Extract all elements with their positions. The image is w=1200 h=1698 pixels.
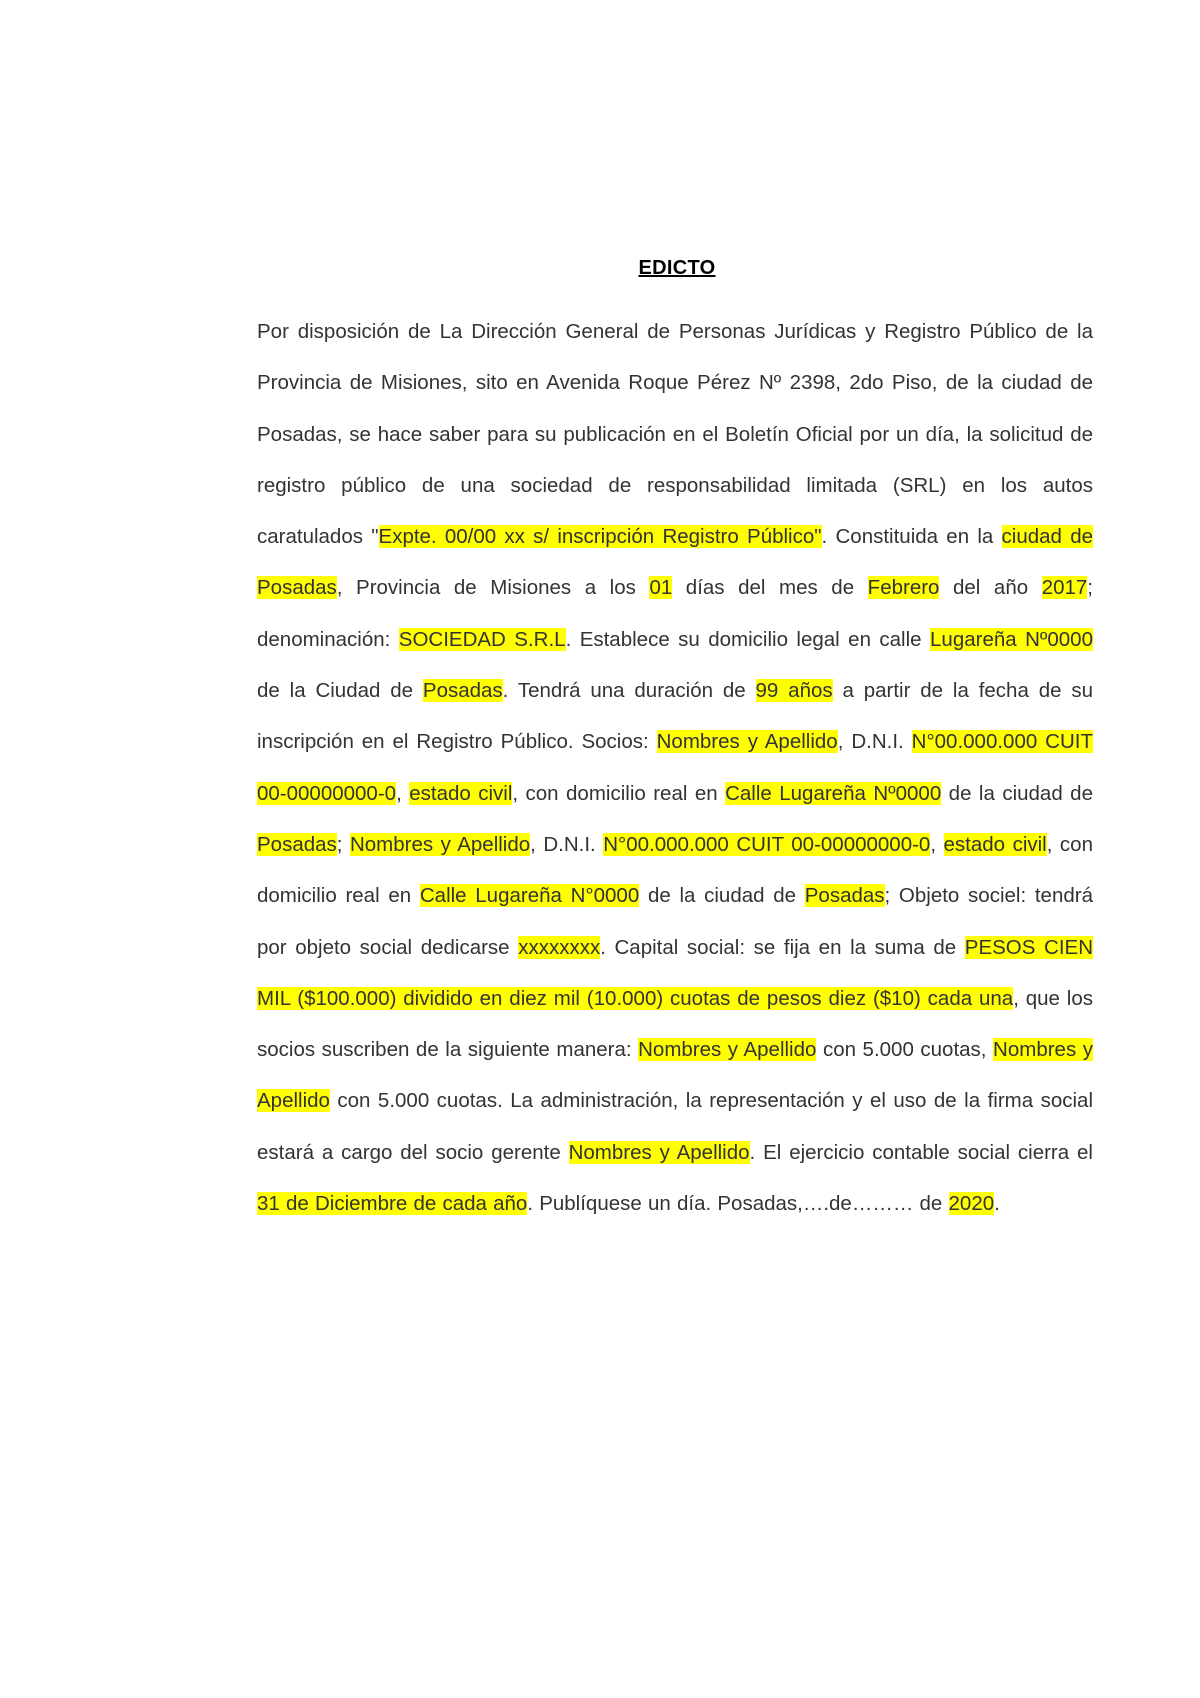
body-text-run: Por disposición de La Dirección General de Personas Jurídicas y Registro Público de la Provincia de Misiones, sito en Avenida Roque Pérez Nº 2398, 2do Piso, de la ciudad de Posadas, se hace saber para su publicación en el Boletín Oficial por un día, la solicitud de registro público de una sociedad de responsabilidad limitada (SRL) en los autos caratulados ": [257, 320, 1093, 549]
highlighted-field: 01: [649, 576, 673, 600]
body-text-run: ; denominación:: [257, 576, 1093, 651]
highlighted-field: 2020: [948, 1192, 995, 1216]
highlighted-field: Posadas: [257, 832, 337, 856]
body-text-run: de la Ciudad de: [257, 679, 423, 703]
body-text-run: . Publíquese un día. Posadas,….de……… de: [527, 1192, 949, 1216]
body-text-run: , D.N.I.: [837, 730, 912, 754]
highlighted-field: N°00.000.000 CUIT 00-00000000-0: [603, 832, 931, 856]
body-text-run: . Constituida en la: [821, 525, 1002, 549]
body-text-run: . Capital social: se fija en la suma de: [600, 935, 965, 959]
body-text-run: . Tendrá una duración de: [502, 679, 756, 703]
highlighted-field: estado civil: [409, 781, 513, 805]
body-text-run: con 5.000 cuotas,: [816, 1038, 994, 1062]
highlighted-field: 31 de Diciembre de cada año: [257, 1192, 528, 1216]
body-text-run: de la ciudad de: [941, 781, 1093, 805]
highlighted-field: Posadas: [422, 679, 503, 703]
highlighted-field: Nombres y Apellido: [656, 730, 838, 754]
highlighted-field: Calle Lugareña Nº0000: [725, 781, 942, 805]
body-text-run: , con domicilio real en: [512, 781, 726, 805]
body-text-run: , con domicilio real en: [257, 832, 1093, 908]
document-title: EDICTO: [638, 257, 716, 279]
highlighted-field: Nombres y Apellido: [638, 1038, 817, 1062]
highlighted-field: Nombres y Apellido: [349, 832, 531, 856]
highlighted-field: Expte. 00/00 xx s/ inscripción Registro Público": [378, 525, 822, 549]
body-text-run: ,: [930, 832, 944, 856]
highlighted-field: PESOS CIEN MIL ($100.000) dividido en diez mil (10.000) cuotas de pesos diez ($10) cada una: [257, 935, 1093, 1010]
body-text-run: , D.N.I.: [530, 832, 604, 856]
body-text-run: , que los socios suscriben de la siguiente manera:: [257, 986, 1094, 1062]
body-text-run: ;: [336, 832, 350, 856]
highlighted-field: Posadas: [804, 884, 885, 908]
body-text-run: días del mes de: [672, 576, 868, 600]
highlighted-field: Nombres y Apellido: [568, 1140, 750, 1164]
body-text-run: a partir de la fecha de su inscripción en el Registro Público. Socios:: [257, 679, 1093, 754]
highlighted-field: xxxxxxxx: [518, 935, 601, 959]
highlighted-field: SOCIEDAD S.R.L: [398, 627, 566, 651]
body-text-run: ; Objeto sociel: tendrá por objeto social dedicarse: [257, 884, 1093, 959]
document-body: [257, 306, 1093, 1229]
highlighted-field: Nombres y Apellido: [257, 1038, 1093, 1113]
body-text-run: .: [994, 1192, 1000, 1216]
highlighted-field: estado civil: [943, 832, 1047, 856]
body-text-run: de la ciudad de: [639, 884, 805, 908]
highlighted-field: Febrero: [867, 576, 940, 600]
highlighted-field: Calle Lugareña N°0000: [419, 884, 640, 908]
body-text-run: con 5.000 cuotas. La administración, la representación y el uso de la firma social estará a cargo del socio gerente: [257, 1089, 1093, 1164]
highlighted-field: N°00.000.000 CUIT 00-00000000-0: [257, 730, 1093, 805]
body-text-run: ,: [396, 781, 410, 805]
body-text-run: del año: [939, 576, 1042, 600]
highlighted-field: ciudad de Posadas: [257, 525, 1094, 600]
body-text-run: , Provincia de Misiones a los: [336, 576, 650, 600]
highlighted-field: Lugareña Nº0000: [930, 627, 1093, 651]
body-text-run: . Establece su domicilio legal en calle: [565, 627, 931, 651]
highlighted-field: 2017: [1041, 576, 1088, 600]
body-text-run: . El ejercicio contable social cierra el: [749, 1140, 1093, 1164]
highlighted-field: 99 años: [755, 679, 833, 703]
